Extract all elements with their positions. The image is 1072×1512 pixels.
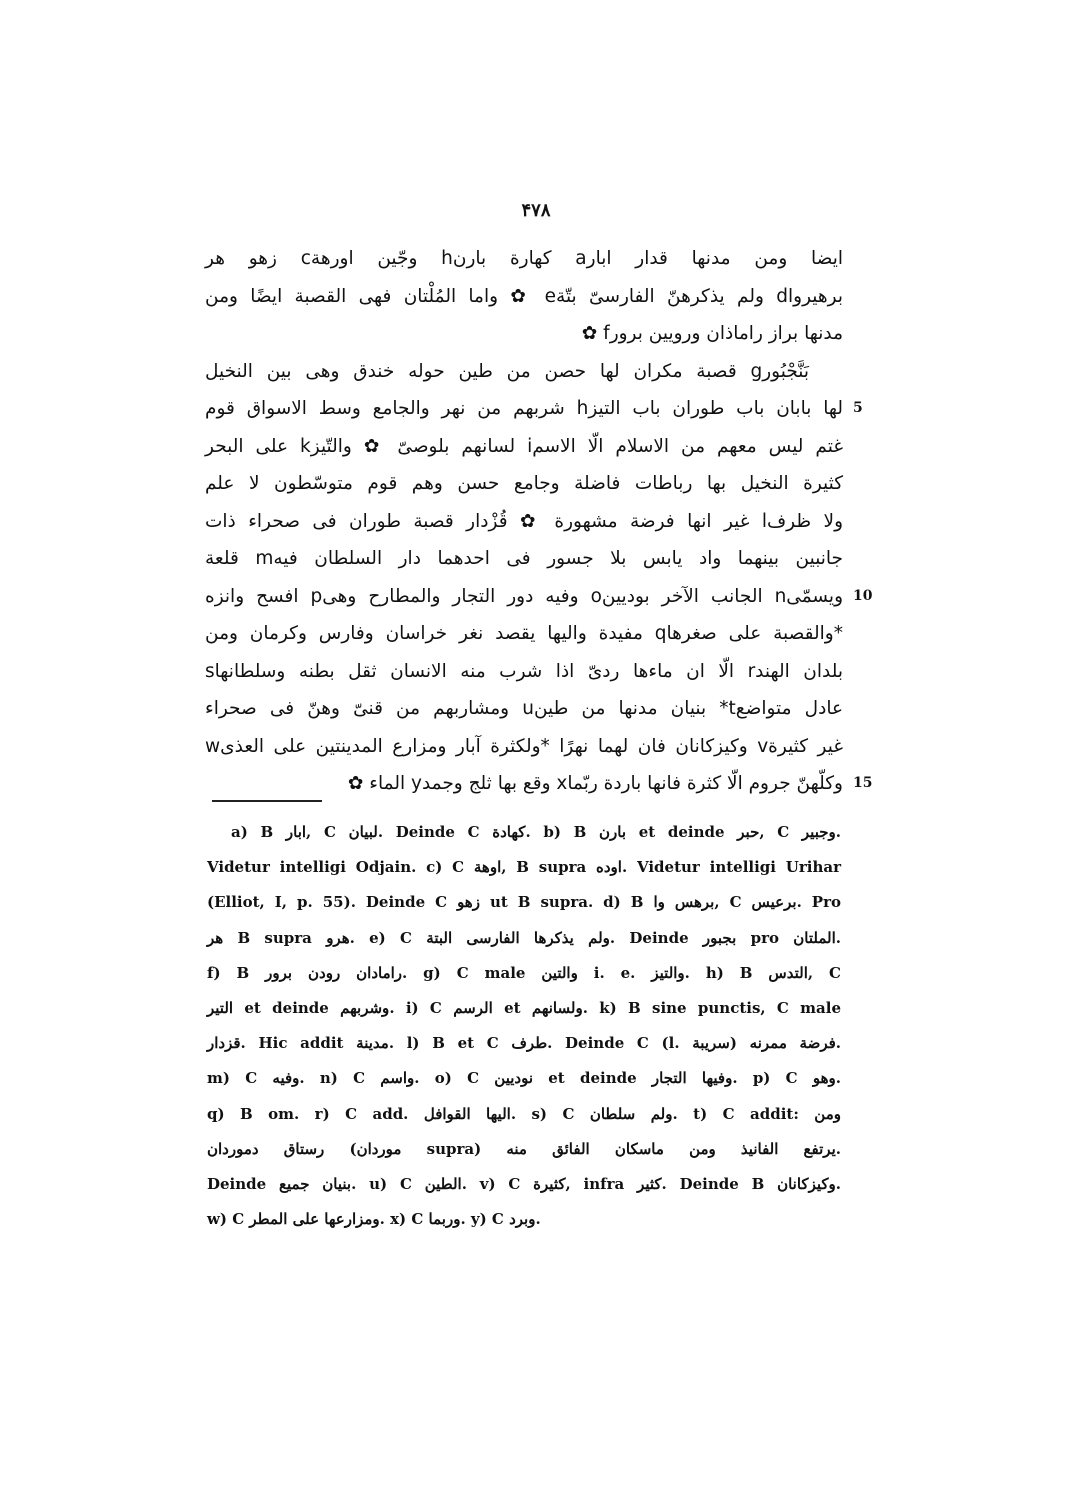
main-text-line-content: كثيرة النخيل بها رباطات فاضلة وجامع حسن وهم قوم متوسّطون لا علم (205, 473, 843, 494)
main-text-line-content: ايضا ومن مدنها قدار ابارa كهارة بارنh وجّين اورهةc زهو هر (205, 248, 843, 269)
main-text-line (205, 653, 843, 691)
footnote-line: (Elliot, I, p. 55). Deinde C زهو ut B supra. d) B برهس وا, C برعيس. Pro (207, 893, 841, 912)
main-text-line (205, 503, 843, 541)
footnote-line: قزدار. Hic addit مدينة. l) B et C طرف. Deinde C (l. سريبة) فرضة ممرنه. (207, 1034, 842, 1053)
line-number: 10 (853, 587, 873, 604)
main-text-line (205, 765, 873, 803)
footnote-line: التير et deinde وشربهم. i) C الرسم et ولسانهم. k) B sine punctis, C male (207, 998, 842, 1017)
main-text-line (205, 578, 873, 616)
main-text-line (205, 353, 843, 391)
line-number: 5 (853, 400, 863, 416)
footnote-line: هر B supra هرو. e) C ولم يذكرها الفارسى البتة. Deinde بجبور pro الملتان. (207, 928, 841, 947)
main-text-line-content: برهيرواd ولم يذكرهنّ الفارسىّ بتّةe ✿ واما المُلْتان فهى القصبة ايضًا ومن (205, 285, 843, 307)
main-text-line-content: بلدان الهندr الّا ان ماءها ردىّ اذا شرب منه الانسان ثقل بطنه وسلطانهاs (205, 660, 843, 682)
footnote-line: m) C وفيه. n) C واسم. o) C نوديين et deinde وفيها التجار. p) C وهو. (207, 1069, 841, 1088)
footnote-separator (212, 800, 322, 802)
main-text-line (205, 390, 863, 428)
main-text-line-content: غتم ليس معهم من الاسلام الّا الاسمi لسانهم بلوصىّ ✿ والتّيزk على البحر (205, 435, 843, 457)
footnote-line: a) B ابار, C لبيان. Deinde C كهادة. b) B بارن et deinde حبر, C وجبير. (231, 823, 841, 841)
main-text-line-content: *والقصبة على صغرهاq مفيدة واليها يقصد نغر خراسان وفارس وكرمان ومن (205, 623, 843, 644)
main-text-line (205, 728, 843, 766)
main-text-block (205, 240, 873, 803)
main-text-line-content: ويسمّىn الجانب الآخر بوديينo وفيه دور التجار والمطارح وهىp افسح وانزه (205, 585, 843, 607)
main-text-line-content: غير كثيرةv وكيزكانان فان لهما نهرًا *ولكثرة آبار ومزارع المدينتين على العذىw (205, 735, 844, 757)
footnotes-block (207, 815, 841, 1237)
main-text-line (205, 240, 843, 278)
line-number: 15 (853, 775, 873, 791)
footnote-line: Deinde بنيان جميع. u) C الطين. v) C كثيرة, infra كثير. Deinde B وكيزكانان. (207, 1174, 841, 1193)
main-text-line-content: لها بابان باب طوران باب التيزh شربهم من نهر والجامع وسط الاسواق قوم (205, 398, 844, 419)
footnote-line: Videtur intelligi Odjain. c) C اوهة, B supra اوده. Videtur intelligi Urihar (207, 858, 841, 877)
main-text-line-content: مدنها براز راماذان ورويين برورf ✿ (581, 323, 843, 344)
main-text-line (205, 315, 843, 353)
footnote-line: w) C ومزارعها على المطر. x) C وربما. y) C وبرد. (207, 1210, 541, 1229)
footnote-line: f) B رامادان رودن برور. g) C male والتين i. e. والتيز. h) B التدس, C (207, 963, 841, 982)
main-text-line (205, 465, 843, 503)
main-text-line-content: ولا ظرفl غير انها فرضة مشهورة ✿ قُزْدار قصبة طوران فى صحراء ذات (205, 510, 843, 532)
main-text-line-content: عادل متواضعt* بنيان مدنها من طينu ومشاربهم من قنىّ وهنّ فى صحراء (205, 698, 844, 719)
main-text-line (205, 540, 843, 578)
footnote-line: رستاق دموردان (موردان supra) يرتفع الفانيذ ومن ماسكان الفائق منه. (207, 1139, 841, 1158)
page-number: ۴۷۸ (521, 200, 551, 221)
main-text-line-content: بَنَّجْبُورg قصبة مكران لها حصن من طين حوله خندق وهى بين النخيل (205, 360, 809, 382)
main-text-line (205, 278, 843, 316)
main-text-line (205, 615, 843, 653)
main-text-line (205, 428, 843, 466)
main-text-line (205, 690, 843, 728)
main-text-line-content: وكلّهنّ جروم الّا كثرة فانها باردة ربّماx وقع بها ثلج وجمدy الماء ✿ (347, 773, 843, 794)
footnote-line: q) B om. r) C add. اليها القوافل. s) C ولم سلطان. t) C addit: ومن (207, 1104, 841, 1123)
main-text-line-content: جانبين بينهما واد يابس بلا جسور فى احدهما دار السلطان فيهm قلعة (205, 548, 843, 569)
